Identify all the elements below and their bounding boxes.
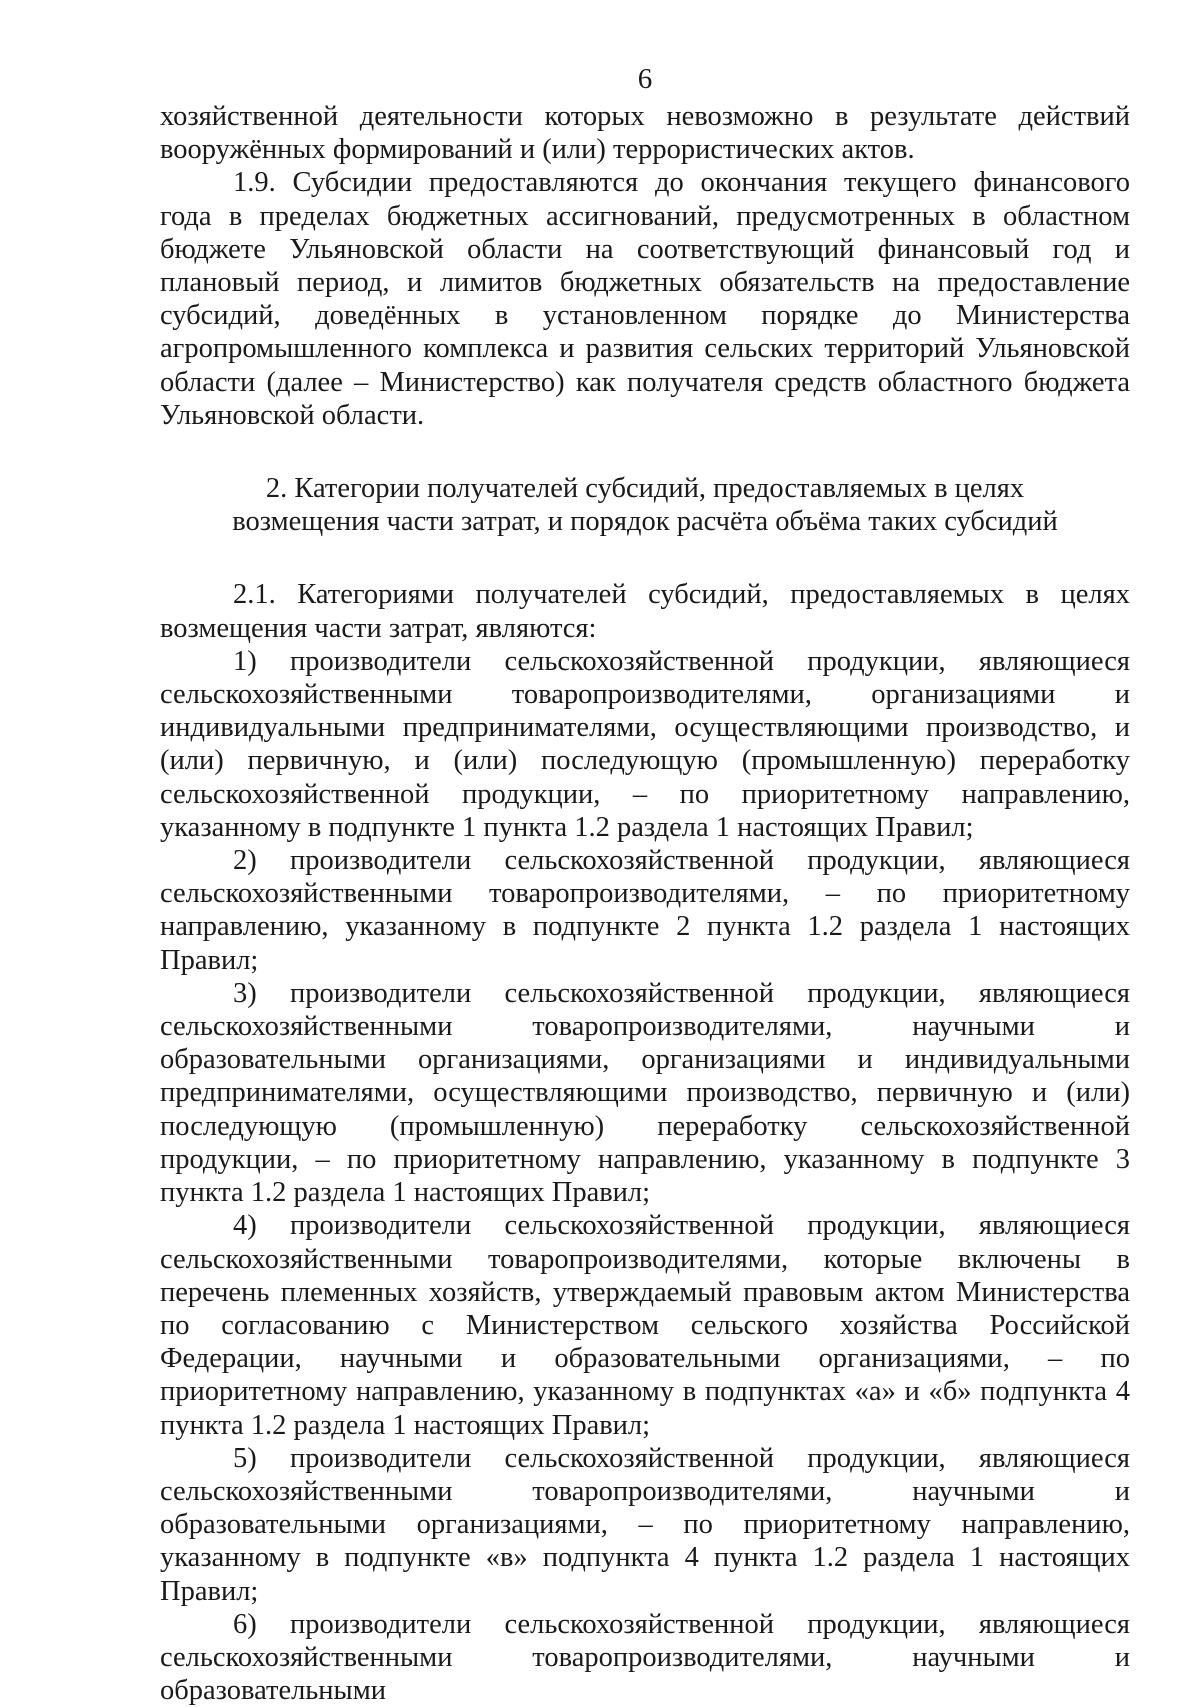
list-item-5: 5) производители сельскохозяйственной продукции, являющиеся сельскохозяйственными товаропроизводителями, научными и образовательными организациями, – по приоритетному направлению, указанному в подпункте «в» подпункта 4 пункта 1.2 раздела 1 настоящих Правил; bbox=[160, 1442, 1130, 1607]
list-item-6: 6) производители сельскохозяйственной продукции, являющиеся сельскохозяйственными товаропроизводителями, научными и образовательными bbox=[160, 1608, 1130, 1707]
section-heading-line-2: возмещения части затрат, и порядок расчёта объёма таких субсидий bbox=[232, 506, 1058, 538]
list-item-4: 4) производители сельскохозяйственной продукции, являющиеся сельскохозяйственными товаропроизводителями, которые включены в перечень племенных хозяйств, утверждаемый правовым актом Министерства по согласованию с Министерством сельского хозяйства Российской Федерации, научными и образовательными организациями, – по приоритетному направлению, указанному в подпунктах «а» и «б» подпункта 4 пункта 1.2 раздела 1 настоящих Правил; bbox=[160, 1210, 1130, 1441]
list-item-3: 3) производители сельскохозяйственной продукции, являющиеся сельскохозяйственными товаропроизводителями, научными и образовательными организациями, организациями и индивидуальными предпринимателями, осуществляющими производство, первичную и (или) последующую (промышленную) переработку сельскохозяйственной продукции, – по приоритетному направлению, указанному в подпункте 3 пункта 1.2 раздела 1 настоящих Правил; bbox=[160, 977, 1130, 1209]
page-number: 6 bbox=[637, 63, 653, 95]
list-item-2: 2) производители сельскохозяйственной продукции, являющиеся сельскохозяйственными товаропроизводителями, – по приоритетному направлению, указанному в подпункте 2 пункта 1.2 раздела 1 настоящих Правил; bbox=[160, 845, 1130, 976]
paragraph-continuation: хозяйственной деятельности которых невозможно в результате действий вооружённых формирований и (или) террористических актов. bbox=[160, 101, 1130, 166]
section-heading-line-1: 2. Категории получателей субсидий, предоставляемых в целях bbox=[265, 473, 1025, 505]
section-heading bbox=[160, 472, 1130, 538]
document-page bbox=[160, 62, 1130, 1707]
list-item-1: 1) производители сельскохозяйственной продукции, являющиеся сельскохозяйственными товаропроизводителями, организациями и индивидуальными предпринимателями, осуществляющими производство, и (или) первичную, и (или) последующую (промышленную) переработку сельскохозяйственной продукции, – по приоритетному направлению, указанному в подпункте 1 пункта 1.2 раздела 1 настоящих Правил; bbox=[160, 645, 1130, 843]
paragraph-2-1: 2.1. Категориями получателей субсидий, предоставляемых в целях возмещения части затрат, являются: bbox=[160, 579, 1130, 644]
paragraph-1-9: 1.9. Субсидии предоставляются до окончания текущего финансового года в пределах бюджетных ассигнований, предусмотренных в областном бюджете Ульяновской области на соответствующий финансовый год и плановый период, и лимитов бюджетных обязательств на предоставление субсидий, доведённых в установленном порядке до Министерства агропромышленного комплекса и развития сельских территорий Ульяновской области (далее – Министерство) как получателя средств областного бюджета Ульяновской области. bbox=[160, 167, 1130, 431]
